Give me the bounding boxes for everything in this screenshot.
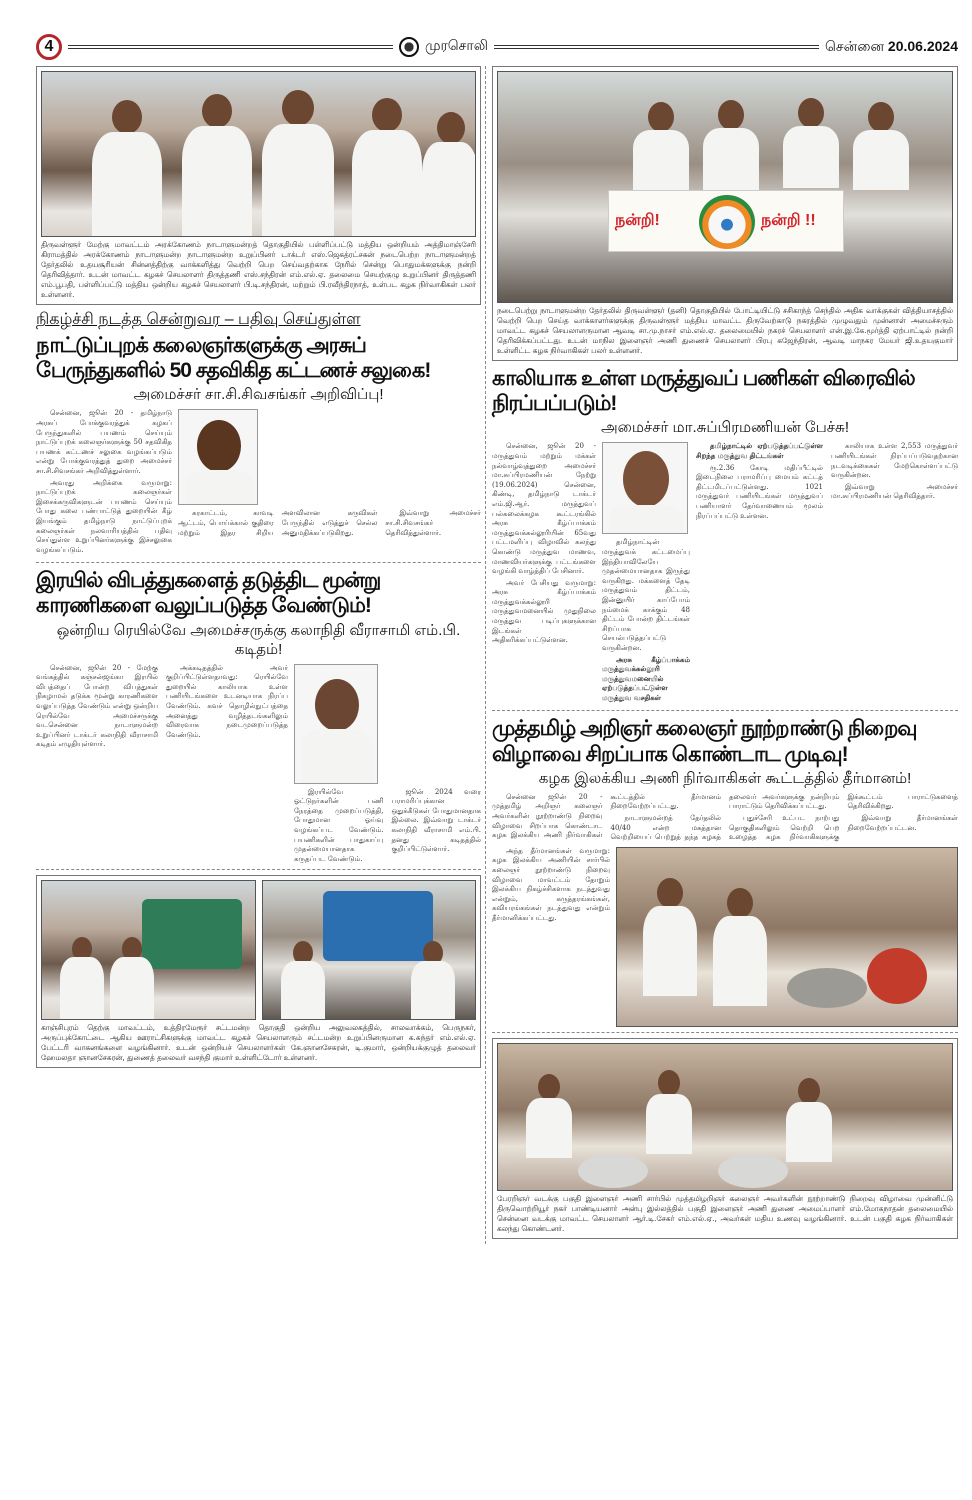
bottom-right-photo-caption: பேரறிஞர் வடக்கு பகுதி இளைஞர் அணி சார்பில் முத்தமிழறிஞர் கலைஞர் அவர்களின் நூற்றாண்டு நிறைவு விழாவை முன்னிட்டு திருவொற்றியூர் நகர் பாண்டியனார் அன்பு இல்லத்தில் பகுதி இளைஞர் அணி துணை அமைப்பாளர் எம்.மோகநாதன் தலைமையில் சென்னை வடக்கு மாவட்ட செயலாளர் ஆர்.டி.சேகர் எம்.எல்.ஏ., அவர்கள் மதிய உணவு வழங்கினார். உடன் பகுதி கழக நிர்வாகிகள் கலந்து கொண்டனர். [497,1193,953,1233]
article4-paragraph: இவ்வாறு தீர்மானங்கள் நிறைவேற்றப்பட்டன. [847,814,958,832]
article4-paragraph: புதுச்சேரி உட்பட நாற்பது தொகுதிகளிலும் வெற்றி பெற உழைத்த கழக நிர்வாகிகளுக்கு இக்கூட்டம் பாராட்டுகளைத் தெரிவிக்கிறது. [729,792,958,842]
article3-paragraph: சென்னை, ஜூன் 20 - மேற்கு வங்கத்தில் கஞ்சன்ஜங்கா இரயில் விபத்தைப் போன்ற விபத்துகள் நிகழாமல் தடுக்க மூன்று காரணிகளை வலுப்படுத்த வேண்டும் என்று ஒன்றிய ரெயில்வே அமைச்சருக்கு வடசென்னை நாடாளுமன்ற உறுப்பினர் டாக்டர் கலாநிதி வீராசாமி கடிதம் எழுதியுள்ளார். [36,663,158,749]
rising-sun-logo-icon [399,37,419,57]
hand-symbol-icon [699,195,755,249]
article2-paragraph: காலியாக உள்ள 2,553 மருத்துவர் பணியிடங்கள் நிரப்பப்படுவதற்கான நடவடிக்கைகள் மேற்கொள்ளப்பட்டு வருகின்றன. [831,442,958,480]
bottom-left-photo-2 [262,880,477,1020]
bottom-left-photo-1 [41,880,256,1020]
top-left-photo-caption: திருவள்ளூர் மேற்கு மாவட்டம் அரக்கோணம் நாடாளுமன்றத் தொகுதியில் பள்ளிப்பட்டு மத்திய ஒன்றியம் அத்திமாஞ்சேரி கிராமத்தில் அரக்கோணம் நாடாளுமன்ற நாடாளுமன்ற உறுப்பினர் டாக்டர் எஸ்.ஜெகத்ரட்சகன் நடைபெற்ற நாடாளுமன்றத் தேர்தலில் உதயசூரியன் சின்னத்திற்கு வாக்களித்து வெற்றி பெற செய்வதற்காக நேரில் சென்று பொதுமக்களுக்கு நன்றி தெரிவித்தார். உடன் மாவட்ட கழகச் செயலாளர் திருத்தணி எஸ்.சந்திரன் எம்.எல்.ஏ. தலைமை செயற்குழு உறுப்பினர் திருத்தணி எம்.பூபதி, பள்ளிப்பட்டு மத்திய ஒன்றிய கழகச் செயலாளர் பி.டி.சந்திரன், மற்றும் பி.ரவீந்திரநாத், உள்பட கழக நிர்வாகிகள் பலர் உள்ளனர். [41,240,476,299]
article4-body-top [492,793,958,843]
article2-subsection: அரசு கீழ்ப்பாக்கம் மருத்துவக்கல்லூரி மருத்துவமனையில் ஏற்படுத்தப்பட்டுள்ள மருத்துவ வசதிகள் [602,655,690,702]
article4-paragraph: அந்த தீர்மானங்கள் வருமாறு: கழக இலக்கிய அணியின் சார்பில் கலைஞர் நூற்றாண்டு நிறைவு விழாவை மாவட்டம் தோறும் இலக்கிய நிகழ்ச்சிகளாக நடத்துவது என்றும், கருத்தரங்கங்கள், கவியரங்கங்கள் நடத்துவது என்றும் தீர்மானிக்கப்பட்டது. [492,846,610,922]
article4-headline: முத்தமிழ் அறிஞர் கலைஞர் நூற்றாண்டு நிறைவு விழாவை சிறப்பாக கொண்டாட முடிவு! [492,717,917,766]
article2-subhead: அமைச்சர் மா.சுப்பிரமணியன் பேச்சு! [600,419,850,437]
article2-paragraph: தமிழ்நாட்டின் மருத்துவக் கட்டமைப்பு இந்தியாவிலேயே முதன்மையானதாக இருந்து வருகிறது. மக்களைத் தேடி மருத்துவம் திட்டம், இன்னுயிர் காப்போம் நம்மைக் காக்கும் 48 திட்டம் போன்ற திட்டங்கள் சிறப்பாக செயல்படுத்தப்பட்டு வருகின்றன. [602,538,690,652]
article1-paragraph: சென்னை, ஜூன் 20 - தமிழ்நாடு அரசுப் போக்குவரத்துக் கழகப் பேருந்துகளில் பயணம் செய்யும் நாட்டுப்புறக் கலைஞர்களுக்கு 50 சதவிகித பயணக் கட்டணச் சலுகை வழங்கப்படும் என்று போக்குவரத்துத் துறை அமைச்சர் சா.சி.சிவசங்கர் அறிவித்துள்ளார். [36,409,172,475]
left-column [36,66,486,1244]
city: சென்னை [824,37,885,54]
article4-layout [492,847,958,1027]
article1-headline: நாட்டுப்புறக் கலைஞர்களுக்கு அரசுப் பேருந்துகளில் 50 சதவிகித கட்டணச் சலுகை! [36,334,431,383]
top-left-photo [41,71,476,237]
header-rule-right [494,45,819,49]
article4-paragraph: சென்னை ஜூன் 20 - முத்தமிழ் அறிஞர் கலைஞர் அவர்களின் நூற்றாண்டு நிறைவு விழாவை சிறப்பாக கொண்டாட கழக இலக்கிய அணி நிர்வாகிகள் கூட்டத்தில் தீர்மானம் நிறைவேற்றப்பட்டது. [492,792,721,840]
article2-middle-area [602,442,690,705]
date: 20.06.2024 [887,37,958,54]
bottom-right-photo-box [492,1038,958,1239]
article1-paragraph: இவ்வாறு அமைச்சர் சா.சி.சிவசங்கர் தெரிவித்துள்ளார். [385,509,481,537]
article3-paragraph: அக்கடிதத்தில் அவர் குறிப்பிட்டுள்ளதாவது: ரெயில்வே துறையில் காலியாக உள்ள பணியிடங்களை உடனடியாக நிரப்ப வேண்டும். கவச் தொழில்நுட்பத்தை அனைத்து வழித்தடங்களிலும் விரைவாக நடைமுறைப்படுத்த வேண்டும். [166,663,288,739]
article1-right-area [178,409,481,539]
top-left-photo-box [36,66,481,305]
article1-layout [36,409,481,557]
right-column [492,66,958,1244]
top-right-photo-caption: நடைபெற்று நாடாளுமன்ற தேர்தலில் திருவள்ளூர் (தனி) தொகுதியில் போட்டியிட்டு சசிகாந்த் செந்தில் அதிக வாக்குகள் வித்தியாசத்தில் வெற்றி பெற செய்த வாக்காளர்களுக்கு திருவள்ளூர் மத்திய மாவட்ட திருவேற்காடு நகரத்தில் முழுவதும் முன்னாள் அமைச்சரும் மாவட்ட கழகச் செயலாளருமான ஆவடி சா.மு.நாசர் எம்.எல்.ஏ. தலைமையில் நகரச் செயலாளர் என்.இ.கே.மூர்த்தி ஏற்பாட்டில் நன்றி தெரிவிக்கப்பட்டது. உடன் மாநில இளைஞர் அணி துணைச் செயலாளர் பிரபு கஜேந்திரன், ஆவடி மாநகர மேயர் ஜி.உதயகுமார் உள்ளிட்ட கழக நிர்வாகிகள் பலர் உள்ளனர். [497,306,953,355]
article3-right-area [294,664,481,865]
article2-headline: காலியாக உள்ள மருத்துவப் பணிகள் விரைவில் நிரப்பப்படும்! [492,367,915,416]
article3-layout [36,664,481,865]
article2-paragraph: இவ்வாறு அமைச்சர் மா.சுப்பிரமணியன் தெரிவித்தார். [831,482,958,501]
top-right-photo-box [492,66,958,361]
article2-paragraph: அவர் பேசியது வருமாறு: அரசு கீழ்ப்பாக்கம் மருத்துவக்கல்லூரி மருத்துவமனையில் முதுநிலை மருத்துவ படிப்புகளுக்கான இடங்கள் அதிகரிக்கப்பட்டுள்ளன. [492,578,596,645]
article3-body-cols [36,664,288,750]
masthead [36,32,958,62]
article1-kicker: நிகழ்ச்சி நடத்த சென்றுவர – பதிவு செய்துள்ள [36,311,361,328]
article3-headline: இரயில் விபத்துகளைத் தடுத்திட மூன்று காரணிகளை வலுப்படுத்த வேண்டும்! [36,569,381,618]
minister-photo [602,442,688,534]
article4-paragraph: நாடாளுமன்றத் தேர்தலில் 40/40 என்ற மகத்தான வெற்றியைப் பெற்றுத் தந்த கழகத் தலைவர் அவர்களுக்கு நன்றியும் பாராட்டும் தெரிவிக்கப்பட்டது. [610,792,840,842]
article1-body-cols [178,509,481,539]
article3-body-cols2 [294,788,481,865]
dateline [825,38,958,57]
article2-subsection: தமிழ்நாட்டில் ஏற்படுத்தப்பட்டுள்ள சிறந்த மருத்துவ திட்டங்கள் [696,442,823,460]
bottom-left-photo-caption: காஞ்சிபுரம் தெற்கு மாவட்டம், உத்திரமேரூர் சட்டமன்ற தொகுதி ஒன்றிய அலுவலகத்தில், சாலவாக்கம், பெருநகர், அருப்புக்கோட்டை ஆகிய ஊராட்சிகளுக்கு மாவட்ட கழகச் செயலாளரும் சட்டமன்ற உறுப்பினருமான க.சுந்தர் எம்.எல்.ஏ. பேட்டரி வாகனங்களை வழங்கினார். உடன் ஒன்றியச் செயலாளர்கள் கே.ஞானசேகரன், டி.குமார், ஒன்றியக்குழுத் தலைவர் ஹேமலதா ஞானசேகரன், துணைத் தலைவர் வசந்தி குமார் உள்ளிட்டோர் உள்ளனர். [41,1023,476,1063]
article3-paragraph: இரயில்வே ஓட்டுநர்களின் பணி நேரத்தை முறைப்படுத்தி, போதுமான ஓய்வு வழங்கப்பட வேண்டும். பயணிகளின் பாதுகாப்பு முதன்மையானதாக கருதப்பட வேண்டும். [294,787,384,863]
mp-photo [294,664,378,784]
page-body [36,66,958,1244]
article2-paragraph: சென்னை, ஜூன் 20 - மருத்துவம் மற்றும் மக்கள் நல்வாழ்வுத்துறை அமைச்சர் மா.சுப்பிரமணியன் நேற்று (19.06.2024) சென்னை, கிண்டி, தமிழ்நாடு டாக்டர் எம்.ஜி.ஆர். மருத்துவப் பல்கலைக்கழக கூட்டரங்கில் அரசு கீழ்ப்பாக்கம் மருத்துவக்கல்லூரியின் 65வது பட்டமளிப்பு விழாவில் கலந்து கொண்டு மருத்துவ மாணவ, மாணவியர்களுக்கு பட்டங்களை வழங்கி வாழ்த்திப் பேசினார். [492,442,596,576]
article1 [36,310,481,563]
paper-name: முரசொலி [424,38,488,54]
article1-paragraph: அவரது அறிக்கை வருமாறு: நாட்டுப்புறக் கலைஞர்கள் இசைக்கருவிகளுடன் பயணம் செய்யும் போது கலை பண்பாட்டுத் துறையின் கீழ் இயங்கும் தமிழ்நாடு நாட்டுப்புறக் கலைஞர்கள் நலவாரியத்தில் பதிவு செய்துள்ள உறுப்பினர்களுக்கு இச்சலுகை வழங்கப்படும். [36,478,172,554]
article4-subhead: கழக இலக்கிய அணி நிர்வாகிகள் கூட்டத்தில் தீர்மானம்! [538,769,912,787]
bottom-left-photos [41,880,476,1020]
bottom-left-photo-box [36,875,481,1068]
article1-subhead: அமைச்சர் சா.சி.சிவசங்கர் அறிவிப்பு! [133,386,384,404]
article4-photo [616,847,958,1027]
article1-paragraph: கரகாட்டம், காவடி ஆட்டம், பொய்க்கால் குதிரை மற்றும் இதர சிறிய அளவிலான கருவிகள் பேருந்தில் எடுத்துச் செல்ல அனுமதிக்கப்படுகிறது. [178,509,378,537]
bottom-right-photo [497,1043,953,1191]
article2 [492,366,958,711]
article1-body-col1 [36,409,172,557]
article2-layout [492,442,958,705]
top-right-photo [497,71,953,303]
page-number: 4 [36,34,62,60]
header-rule-left [68,45,393,49]
minister-photo [178,409,258,505]
article2-body-col1 [492,442,596,647]
article3-paragraph: ஜூன் 2024 வரை பராமரிப்புக்கான ஒதுக்கீடுகள் போதுமானதாக இல்லை. இவ்வாறு டாக்டர் கலாநிதி வீராசாமி எம்.பி. தனது கடிதத்தில் குறிப்பிட்டுள்ளார். [391,787,481,854]
article2-body-col2 [602,538,690,703]
article2-body-cols [696,442,958,521]
article4 [492,716,958,1032]
article3 [36,568,481,870]
article3-subhead: ஒன்றிய ரெயில்வே அமைச்சருக்கு கலாநிதி வீராசாமி எம்.பி. கடிதம்! [56,621,461,658]
banner-text-left: நன்றி! [615,212,660,229]
article4-body-col1 [492,847,610,926]
article2-paragraph: ரூ.2.36 கோடி மதிப்பீட்டில் இடைநிலை பராமரிப்பு மையம் கட்டத் திட்டமிடப்பட்டுள்ளது. 1021 மருத்துவர் பணியிடங்கள் மருத்துவப் பணியாளர் தேர்வாணையம் மூலம் நிரப்பப்பட்டு உள்ளன. [696,463,823,520]
thank-you-banner [608,190,844,252]
banner-text-right: நன்றி !! [761,212,816,229]
